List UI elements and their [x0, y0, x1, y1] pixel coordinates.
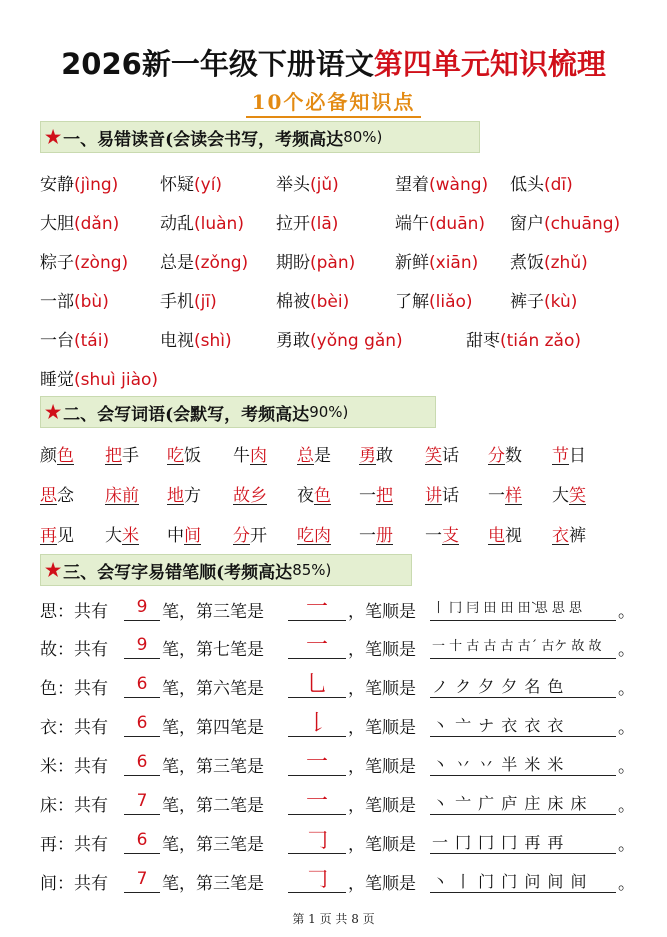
vocab-written-part: 勇: [359, 446, 376, 466]
pinyin-word: [395, 248, 478, 273]
section-title: 三、会写字易错笔顺(考频高达: [63, 562, 293, 583]
stroke-count-blank: 9: [124, 635, 160, 659]
word-characters: 望着: [395, 175, 429, 195]
section-header-pronunciation: [40, 121, 480, 153]
stroke-answer-blank: [288, 830, 346, 854]
word-pinyin: (zǒng): [194, 253, 249, 273]
stroke-count-blank: 6: [124, 830, 160, 854]
stroke-order-sequence: 丶 亠 ナ 衣 衣 衣: [430, 713, 616, 737]
pinyin-word: [510, 248, 588, 273]
vocab-plain-part: 裤: [569, 526, 586, 546]
vocab-word: [233, 441, 267, 466]
pinyin-word: [160, 248, 248, 273]
pinyin-word: [276, 287, 349, 312]
pinyin-word: [160, 287, 217, 312]
vocab-word: [105, 521, 139, 546]
row-middle-text: 笔，第七笔是: [162, 640, 264, 660]
word-characters: 煮饭: [510, 253, 544, 273]
vocab-written-part: 衣: [552, 526, 569, 546]
vocab-word: [425, 521, 459, 546]
stroke-answer: 𠃌: [305, 828, 328, 853]
row-order-label: ，笔顺是: [348, 796, 416, 816]
stroke-answer-blank: [288, 869, 346, 893]
star-icon: ★: [45, 401, 62, 423]
stroke-order-sequence: 丨 冂 冃 田 田 田̀ 思 思 思: [430, 597, 616, 621]
row-middle-text: 笔，第三笔是: [162, 835, 264, 855]
row-middle-text: 笔，第四笔是: [162, 718, 264, 738]
pinyin-word: [40, 209, 119, 234]
stroke-order-row: [40, 674, 640, 704]
pinyin-word: [160, 170, 222, 195]
word-pinyin: (tián zǎo): [500, 331, 581, 351]
vocab-word: [425, 481, 459, 506]
vocab-plain-part: 一: [425, 526, 442, 546]
vocab-written-part: 分: [488, 446, 505, 466]
vocab-written-part: 米: [122, 526, 139, 546]
word-characters: 粽子: [40, 253, 74, 273]
row-middle-text: 笔，第三笔是: [162, 874, 264, 894]
stroke-order-sequence: 丶 亠 广 庐 庄 床 床: [430, 791, 616, 815]
vocab-word: [297, 521, 331, 546]
stroke-order-row: [40, 791, 640, 821]
row-end-period: 。: [618, 796, 635, 816]
word-characters: 甜枣: [466, 331, 500, 351]
stroke-answer-blank: [288, 635, 346, 659]
vocab-word: [359, 481, 393, 506]
stroke-answer-blank: [288, 713, 346, 737]
vocab-plain-part: 手: [122, 446, 139, 466]
vocab-plain-part: 颜: [40, 446, 57, 466]
word-characters: 棉被: [276, 292, 310, 312]
pinyin-word: [276, 248, 355, 273]
vocab-word: [40, 441, 74, 466]
word-pinyin: (jī): [194, 292, 217, 312]
stroke-order-sequence: 一 十 古 古 古 古ˊ 古ケ 故 故: [430, 635, 616, 659]
word-pinyin: (dǎn): [74, 214, 120, 234]
vocab-word: [488, 481, 522, 506]
word-characters: 低头: [510, 175, 544, 195]
section-percent: 80%): [343, 128, 383, 146]
vocab-written-part: 间: [184, 526, 201, 546]
word-characters: 拉开: [276, 214, 310, 234]
stroke-order-row: [40, 830, 640, 860]
word-pinyin: (liǎo): [429, 292, 473, 312]
word-pinyin: (wàng): [429, 175, 489, 195]
pinyin-word: [395, 209, 485, 234]
word-pinyin: (bù): [74, 292, 109, 312]
word-pinyin: (yǒng gǎn): [310, 331, 403, 351]
word-characters: 窗户: [510, 214, 544, 234]
vocab-word: [552, 441, 586, 466]
word-pinyin: (tái): [74, 331, 110, 351]
star-icon: ★: [45, 559, 62, 581]
stroke-answer: 一: [305, 750, 328, 775]
vocab-word: [359, 441, 393, 466]
section-header-stroke-order: [40, 554, 412, 586]
vocab-word: [40, 481, 74, 506]
word-characters: 总是: [160, 253, 194, 273]
word-characters: 端午: [395, 214, 429, 234]
word-pinyin: (dī): [544, 175, 573, 195]
row-middle-text: 笔，第三笔是: [162, 602, 264, 622]
vocab-written-part: 故乡: [233, 486, 267, 506]
stroke-answer-blank: [288, 597, 346, 621]
word-characters: 一台: [40, 331, 74, 351]
vocab-written-part: 色: [57, 446, 74, 466]
pinyin-word: [160, 326, 232, 351]
page-subtitle: [0, 86, 667, 118]
pinyin-word: [395, 287, 473, 312]
vocab-plain-part: 大: [552, 486, 569, 506]
section-title: 一、易错读音(会读会书写，考频高达: [63, 129, 344, 150]
subtitle-text: 10个必备知识点: [246, 86, 422, 118]
vocab-word: [425, 441, 459, 466]
vocab-plain-part: 是: [314, 446, 331, 466]
vocab-written-part: 把: [376, 486, 393, 506]
vocab-written-part: 电: [488, 526, 505, 546]
vocab-plain-part: 话: [442, 446, 459, 466]
stroke-answer: 𠄌: [305, 711, 328, 736]
row-order-label: ，笔顺是: [348, 640, 416, 660]
row-order-label: ，笔顺是: [348, 602, 416, 622]
vocab-plain-part: 一: [359, 486, 376, 506]
section-percent: 90%): [309, 403, 349, 421]
row-order-label: ，笔顺是: [348, 874, 416, 894]
row-end-period: 。: [618, 602, 635, 622]
word-pinyin: (luàn): [194, 214, 244, 234]
stroke-count-blank: 7: [124, 791, 160, 815]
vocab-plain-part: 见: [57, 526, 74, 546]
vocab-plain-part: 敢: [376, 446, 393, 466]
vocab-word: [167, 441, 201, 466]
pinyin-word: [40, 248, 128, 273]
stroke-answer-blank: [288, 791, 346, 815]
stroke-answer: 𠃌: [305, 867, 328, 892]
word-characters: 勇敢: [276, 331, 310, 351]
row-character-label: 米：共有: [40, 757, 108, 777]
stroke-order-row: [40, 597, 640, 627]
word-pinyin: (chuāng): [544, 214, 621, 234]
vocab-written-part: 思: [40, 486, 57, 506]
page-title: [0, 42, 667, 83]
word-pinyin: (yí): [194, 175, 223, 195]
row-order-label: ，笔顺是: [348, 679, 416, 699]
vocab-word: [233, 521, 267, 546]
row-end-period: 。: [618, 679, 635, 699]
pinyin-word: [466, 326, 581, 351]
vocab-word: [167, 521, 201, 546]
section-title: 二、会写词语(会默写，考频高达: [63, 404, 310, 425]
stroke-count-blank: 6: [124, 752, 160, 776]
word-pinyin: (jìng): [74, 175, 119, 195]
vocab-plain-part: 日: [569, 446, 586, 466]
stroke-order-sequence: ノ ク 夕 夕 名 色: [430, 674, 616, 698]
stroke-order-sequence: 丶 丨 门 门 问 间 间: [430, 869, 616, 893]
page-footer: 第 1 页 共 8 页: [292, 912, 375, 926]
vocab-plain-part: 饭: [184, 446, 201, 466]
word-characters: 一部: [40, 292, 74, 312]
row-character-label: 再：共有: [40, 835, 108, 855]
word-pinyin: (lā): [310, 214, 339, 234]
stroke-order-row: [40, 752, 640, 782]
vocab-plain-part: 一: [488, 486, 505, 506]
stroke-order-row: [40, 713, 640, 743]
pinyin-word: [40, 170, 118, 195]
word-characters: 动乱: [160, 214, 194, 234]
vocab-written-part: 支: [442, 526, 459, 546]
stroke-count-blank: 9: [124, 597, 160, 621]
stroke-answer: 一: [305, 789, 328, 814]
row-character-label: 思：共有: [40, 602, 108, 622]
row-end-period: 。: [618, 874, 635, 894]
word-characters: 安静: [40, 175, 74, 195]
word-characters: 期盼: [276, 253, 310, 273]
row-middle-text: 笔，第六笔是: [162, 679, 264, 699]
stroke-count-blank: 7: [124, 869, 160, 893]
stroke-order-sequence: 一 冂 冂 冂 再 再: [430, 830, 616, 854]
pinyin-word: [510, 209, 620, 234]
row-character-label: 故：共有: [40, 640, 108, 660]
pinyin-word: [40, 365, 158, 390]
row-end-period: 。: [618, 718, 635, 738]
row-character-label: 床：共有: [40, 796, 108, 816]
vocab-written-part: 再: [40, 526, 57, 546]
vocab-word: [105, 481, 139, 506]
word-pinyin: (shuì jiào): [74, 370, 159, 390]
word-characters: 了解: [395, 292, 429, 312]
title-red-part: 第四单元知识梳理: [373, 47, 606, 81]
row-order-label: ，笔顺是: [348, 718, 416, 738]
vocab-word: [552, 521, 586, 546]
vocab-word: [488, 441, 522, 466]
vocab-written-part: 色: [314, 486, 331, 506]
pinyin-word: [395, 170, 488, 195]
word-pinyin: (bèi): [310, 292, 350, 312]
word-pinyin: (duān): [429, 214, 486, 234]
row-order-label: ，笔顺是: [348, 835, 416, 855]
vocab-written-part: 笑: [569, 486, 586, 506]
section-header-vocabulary: [40, 396, 436, 428]
vocab-plain-part: 开: [250, 526, 267, 546]
pinyin-word: [510, 170, 573, 195]
vocab-written-part: 肉: [250, 446, 267, 466]
vocab-written-part: 讲: [425, 486, 442, 506]
vocab-plain-part: 一: [359, 526, 376, 546]
word-pinyin: (jǔ): [310, 175, 339, 195]
stroke-order-sequence: 丶 丷 丷 半 米 米: [430, 752, 616, 776]
word-pinyin: (pàn): [310, 253, 356, 273]
vocab-written-part: 分: [233, 526, 250, 546]
word-characters: 电视: [160, 331, 194, 351]
vocab-written-part: 吃: [167, 446, 184, 466]
stroke-order-row: [40, 869, 640, 899]
star-icon: ★: [45, 126, 62, 148]
word-characters: 睡觉: [40, 370, 74, 390]
vocab-word: [40, 521, 74, 546]
row-middle-text: 笔，第三笔是: [162, 757, 264, 777]
word-pinyin: (xiān): [429, 253, 479, 273]
stroke-answer-blank: [288, 752, 346, 776]
stroke-answer: 一: [305, 633, 328, 658]
vocab-written-part: 册: [376, 526, 393, 546]
pinyin-word: [510, 287, 577, 312]
vocab-word: [233, 481, 267, 506]
stroke-count-blank: 6: [124, 713, 160, 737]
vocab-word: [167, 481, 201, 506]
vocab-written-part: 总: [297, 446, 314, 466]
word-pinyin: (zhǔ): [544, 253, 588, 273]
vocab-written-part: 地: [167, 486, 184, 506]
stroke-answer: 一: [305, 595, 328, 620]
vocab-plain-part: 大: [105, 526, 122, 546]
vocab-plain-part: 夜: [297, 486, 314, 506]
pinyin-word: [276, 326, 403, 351]
vocab-plain-part: 视: [505, 526, 522, 546]
word-characters: 怀疑: [160, 175, 194, 195]
vocab-written-part: 笑: [425, 446, 442, 466]
pinyin-word: [276, 170, 339, 195]
pinyin-word: [40, 287, 109, 312]
row-end-period: 。: [618, 640, 635, 660]
vocab-plain-part: 牛: [233, 446, 250, 466]
vocab-word: [297, 481, 331, 506]
vocab-written-part: 床前: [105, 486, 139, 506]
vocab-plain-part: 方: [184, 486, 201, 506]
stroke-answer-blank: [288, 674, 346, 698]
row-middle-text: 笔，第二笔是: [162, 796, 264, 816]
row-end-period: 。: [618, 835, 635, 855]
row-order-label: ，笔顺是: [348, 757, 416, 777]
vocab-word: [552, 481, 586, 506]
word-characters: 新鲜: [395, 253, 429, 273]
pinyin-word: [160, 209, 244, 234]
row-character-label: 衣：共有: [40, 718, 108, 738]
title-black-part: 2026新一年级下册语文: [61, 47, 374, 81]
row-character-label: 色：共有: [40, 679, 108, 699]
vocab-word: [488, 521, 522, 546]
vocab-written-part: 样: [505, 486, 522, 506]
section-percent: 85%): [292, 561, 332, 579]
vocab-plain-part: 话: [442, 486, 459, 506]
stroke-order-row: [40, 635, 640, 665]
vocab-written-part: 吃肉: [297, 526, 331, 546]
vocab-word: [105, 441, 139, 466]
vocab-plain-part: 中: [167, 526, 184, 546]
word-characters: 举头: [276, 175, 310, 195]
word-pinyin: (kù): [544, 292, 578, 312]
vocab-plain-part: 数: [505, 446, 522, 466]
row-character-label: 间：共有: [40, 874, 108, 894]
vocab-written-part: 节: [552, 446, 569, 466]
word-pinyin: (zòng): [74, 253, 129, 273]
stroke-count-blank: 6: [124, 674, 160, 698]
vocab-word: [297, 441, 331, 466]
word-characters: 手机: [160, 292, 194, 312]
pinyin-word: [276, 209, 338, 234]
word-characters: 大胆: [40, 214, 74, 234]
pinyin-word: [40, 326, 109, 351]
vocab-plain-part: 念: [57, 486, 74, 506]
stroke-answer: 乚: [305, 672, 328, 697]
word-characters: 裤子: [510, 292, 544, 312]
word-pinyin: (shì): [194, 331, 232, 351]
vocab-written-part: 把: [105, 446, 122, 466]
vocab-word: [359, 521, 393, 546]
row-end-period: 。: [618, 757, 635, 777]
